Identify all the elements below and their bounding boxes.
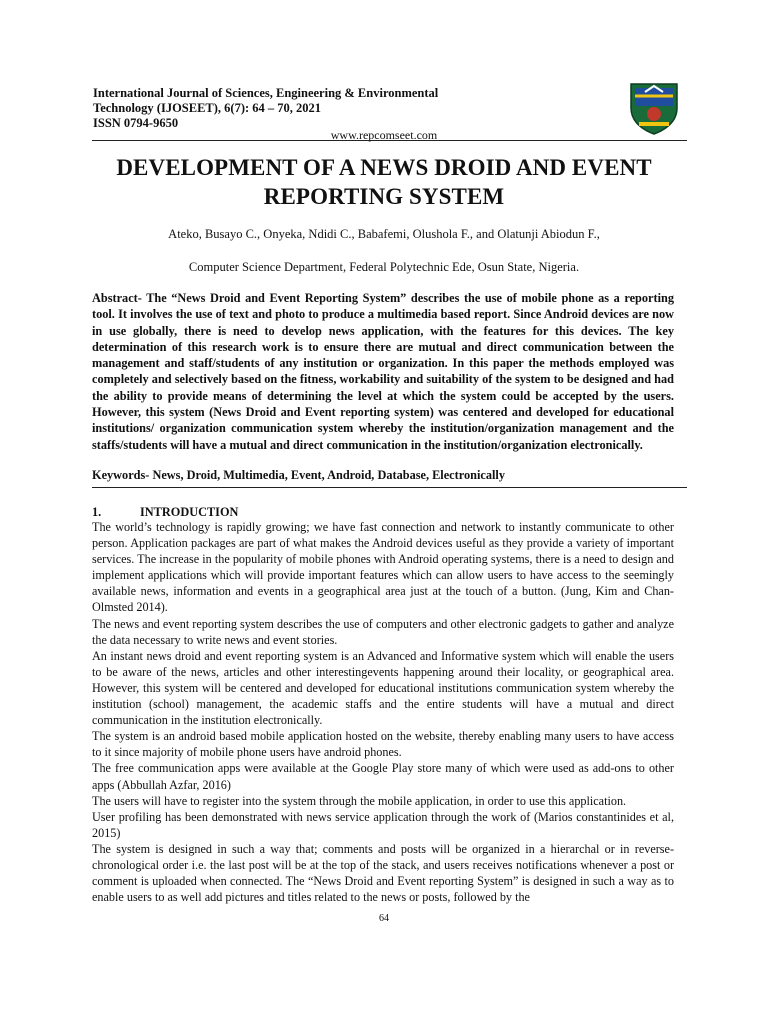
paragraph: The news and event reporting system describes the use of computers and other electronic gadgets to gather and analyze the data necessary to write news and event stories. [92, 616, 674, 647]
paragraph: The users will have to register into the system through the mobile application, in order to use this application. [92, 793, 627, 808]
journal-website: www.repcomseet.com [330, 128, 438, 142]
paragraph: The free communication apps were available at the Google Play store many of which were used as add-ons to other apps (Abbullah Azfar, 2016) [92, 761, 674, 792]
paragraph: The world’s technology is rapidly growing; we have fast connection and network to instantly communicate to other person. Application packages are part of what makes the Android devices useful as they provide a variety of important services. The increase in the popularity of mobile phones with Android operating systems, there is a need to design and implement applications which will provide important features which can allow users to have access to the seemingly available news, information and events in a geographical area just at the touch of a button. (Jung, Kim and Chan-Olmsted 2014). [92, 520, 674, 615]
journal-volume: Technology (IJOSEET), 6(7): 64 – 70, 2021 [93, 101, 322, 115]
journal-issn: ISSN 0794-9650 [93, 116, 179, 130]
section-heading [92, 505, 238, 520]
page-number: 64 [379, 913, 389, 924]
journal-header [93, 86, 533, 131]
header-divider [92, 140, 687, 141]
abstract: Abstract- The “News Droid and Event Reporting System” describes the use of mobile phone as a reporting tool. It involves the use of text and photo to produce a multimedia based report. Since Android devices are now in use globally, there is need to develop news application, with the features for this devices. The key determination of this research work is to ensure there are mutual and direct communication between the management and staff/students of any institution or organization. In this paper the methods employed was completely and selectively based on the fitness, workability and suitability of the system to be designed and had the ability to provide means of determining the level at which the system could be accepted by the users. However, this system (News Droid and Event reporting system) was centered and developed for educational institutions/ organization communication system whereby the institution/organization management and the staffs/students will have a mutual and direct communication in the institution/organization electronically. [92, 291, 674, 452]
introduction-body [92, 519, 674, 905]
journal-name: International Journal of Sciences, Engineering & Environmental [93, 86, 439, 100]
paragraph: User profiling has been demonstrated with news service application through the work of (Marios constantinides et al, 2015) [92, 809, 674, 840]
title-line-1: DEVELOPMENT OF A NEWS DROID AND EVENT [116, 155, 652, 180]
paragraph: The system is an android based mobile application hosted on the website, thereby enabling many users to have access to it since majority of mobile phone users have android phones. [92, 729, 674, 760]
author-affiliation: Computer Science Department, Federal Polytechnic Ede, Osun State, Nigeria. [188, 260, 580, 274]
author-list: Ateko, Busayo C., Onyeka, Ndidi C., Babafemi, Olushola F., and Olatunji Abiodun F., [168, 227, 600, 241]
section-number: 1. [92, 505, 102, 519]
paper-title [90, 153, 678, 211]
keywords: Keywords- News, Droid, Multimedia, Event, Android, Database, Electronically [92, 468, 505, 482]
title-line-2: REPORTING SYSTEM [263, 184, 505, 209]
section-title: INTRODUCTION [140, 505, 239, 519]
abstract-divider [92, 487, 687, 488]
paragraph: The system is designed in such a way that; comments and posts will be organized in a hierarchal or in reverse-chronological order i.e. the last post will be at the top of the stack, and users receives notifications whenever a post or comment is uploaded when connected. The “News Droid and Event reporting System” is designed in such a way as to enable users to as well add pictures and titles related to the news or posts, followed by the [92, 841, 674, 905]
paragraph: An instant news droid and event reporting system is an Advanced and Informative system which will enable the users to be aware of the news, articles and other interestingevents happening around their locality, or geographical area. However, this system will be centered and developed for educational institutions communication system whereby the institution (school) management, the academic staffs and the entire students will have a mutual and direct communication in the institution electronically. [92, 648, 674, 728]
